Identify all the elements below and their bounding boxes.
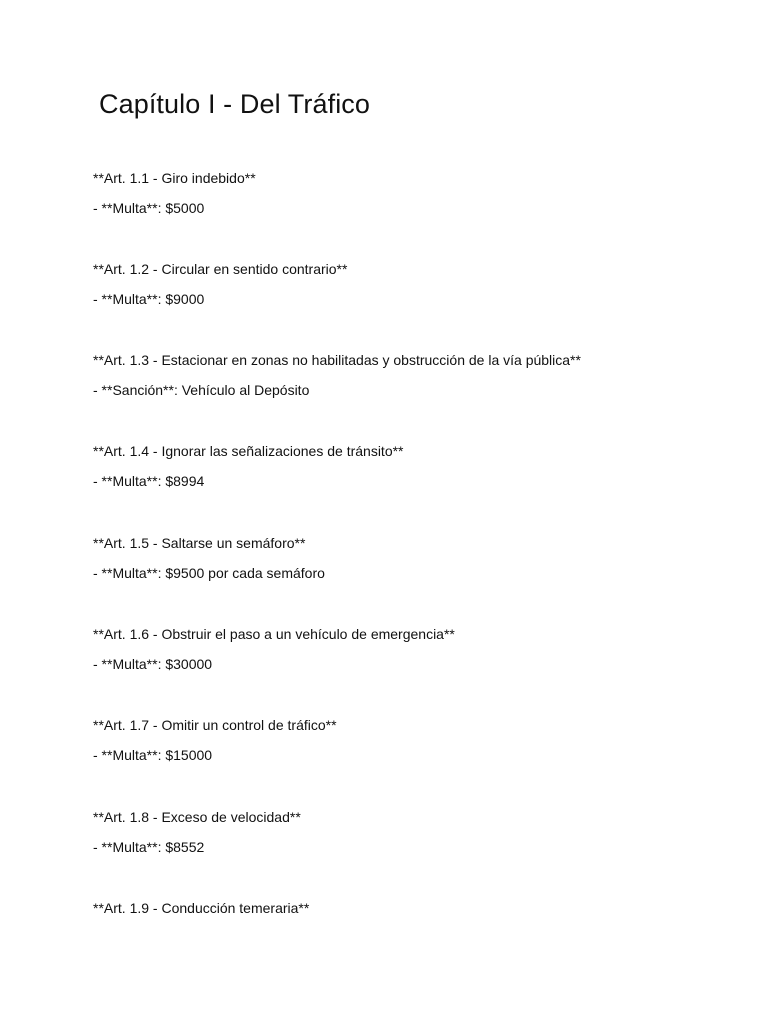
- article-penalty: - **Multa**: $8994: [93, 473, 205, 489]
- article-heading: **Art. 1.8 - Exceso de velocidad**: [93, 809, 301, 825]
- article-heading: **Art. 1.7 - Omitir un control de tráfico**: [93, 717, 337, 733]
- article-heading: **Art. 1.2 - Circular en sentido contrario**: [93, 261, 348, 277]
- article-heading: **Art. 1.1 - Giro indebido**: [93, 170, 256, 186]
- article-1-8: [93, 808, 753, 856]
- article-1-5: [93, 534, 753, 582]
- chapter-title: Capítulo I - Del Tráfico: [99, 89, 371, 119]
- article-penalty: - **Multa**: $9500 por cada semáforo: [93, 565, 325, 581]
- article-penalty: - **Multa**: $9000: [93, 291, 205, 307]
- article-1-9: [93, 899, 753, 917]
- article-1-1: [93, 169, 753, 217]
- article-1-2: [93, 260, 753, 308]
- article-heading: **Art. 1.4 - Ignorar las señalizaciones de tránsito**: [93, 443, 404, 459]
- article-penalty: - **Multa**: $15000: [93, 747, 213, 763]
- article-penalty: - **Multa**: $30000: [93, 656, 213, 672]
- article-penalty: - **Multa**: $5000: [93, 200, 205, 216]
- article-1-4: [93, 442, 753, 490]
- article-heading: **Art. 1.3 - Estacionar en zonas no habilitadas y obstrucción de la vía pública**: [93, 352, 581, 368]
- article-penalty: - **Sanción**: Vehículo al Depósito: [93, 382, 310, 398]
- article-1-7: [93, 716, 753, 764]
- article-1-3: [93, 351, 753, 399]
- article-1-6: [93, 625, 753, 673]
- article-heading: **Art. 1.6 - Obstruir el paso a un vehículo de emergencia**: [93, 626, 455, 642]
- article-heading: **Art. 1.5 - Saltarse un semáforo**: [93, 535, 306, 551]
- article-penalty: - **Multa**: $8552: [93, 839, 205, 855]
- article-heading: **Art. 1.9 - Conducción temeraria**: [93, 900, 310, 916]
